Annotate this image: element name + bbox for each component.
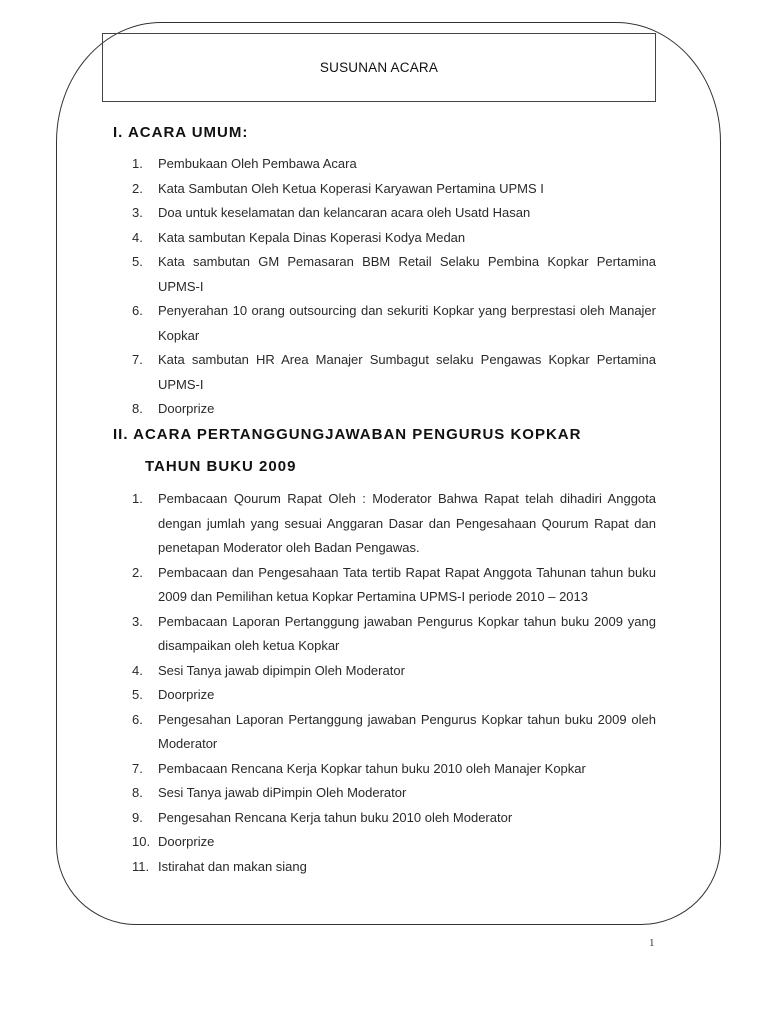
list-item bbox=[132, 659, 656, 684]
page-number: 1 bbox=[649, 937, 655, 949]
item-text: Pengesahan Rencana Kerja tahun buku 2010 oleh Moderator bbox=[158, 809, 513, 825]
item-number: 6. bbox=[132, 303, 143, 318]
list-item bbox=[132, 781, 656, 806]
list-item bbox=[132, 177, 656, 202]
item-text: Istirahat dan makan siang bbox=[158, 858, 307, 874]
list-item bbox=[132, 683, 656, 708]
item-text: Doorprize bbox=[158, 401, 215, 416]
section-heading-tahun-buku: TAHUN BUKU 2009 bbox=[145, 458, 297, 475]
acara-umum-list bbox=[132, 152, 656, 422]
item-number: 6. bbox=[132, 711, 143, 727]
list-item bbox=[132, 348, 656, 397]
list-item bbox=[132, 855, 656, 880]
list-item bbox=[132, 250, 656, 299]
list-item bbox=[132, 806, 656, 831]
list-item bbox=[132, 397, 656, 422]
item-number: 7. bbox=[132, 352, 143, 367]
list-item bbox=[132, 708, 656, 757]
item-text: Pembacaan Qourum Rapat Oleh : Moderator Bahwa Rapat telah dihadiri Anggota dengan jumlah yang sesuai Anggaran Dasar dan Pengesahaan Qourum Rapat dan penetapan Moderator oleh Badan Pengawas. bbox=[158, 491, 656, 555]
title-box bbox=[102, 33, 656, 102]
item-number: 2. bbox=[132, 180, 143, 196]
list-item bbox=[132, 830, 656, 855]
item-number: 1. bbox=[132, 491, 143, 506]
section-heading-pertanggungjawaban: II. ACARA PERTANGGUNGJAWABAN PENGURUS KOPKAR bbox=[113, 426, 582, 443]
item-number: 9. bbox=[132, 809, 143, 825]
list-item bbox=[132, 487, 656, 561]
item-text: Doa untuk keselamatan dan kelancaran acara oleh Usatd Hasan bbox=[158, 205, 531, 220]
item-text: Doorprize bbox=[158, 687, 215, 702]
list-item bbox=[132, 226, 656, 251]
list-item bbox=[132, 561, 656, 610]
item-number: 10. bbox=[132, 834, 151, 849]
item-text: Pembacaan Rencana Kerja Kopkar tahun buku 2010 oleh Manajer Kopkar bbox=[158, 760, 586, 776]
item-text: Pengesahan Laporan Pertanggung jawaban Pengurus Kopkar tahun buku 2009 oleh Moderator bbox=[158, 711, 656, 751]
section-heading-acara-umum: I. ACARA UMUM: bbox=[113, 124, 249, 141]
item-text: Pembacaan dan Pengesahaan Tata tertib Rapat Rapat Anggota Tahunan tahun buku 2009 dan Pemilihan ketua Kopkar Pertamina UPMS-I periode 2010 – 2013 bbox=[158, 564, 656, 604]
item-number: 4. bbox=[132, 229, 143, 245]
item-number: 4. bbox=[132, 662, 143, 678]
list-item bbox=[132, 299, 656, 348]
item-text: Kata sambutan Kepala Dinas Koperasi Kodya Medan bbox=[158, 229, 466, 245]
item-text: Pembukaan Oleh Pembawa Acara bbox=[158, 156, 357, 171]
list-item bbox=[132, 610, 656, 659]
list-item bbox=[132, 201, 656, 226]
item-number: 3. bbox=[132, 613, 143, 629]
item-text: Sesi Tanya jawab diPimpin Oleh Moderator bbox=[158, 785, 407, 800]
item-text: Sesi Tanya jawab dipimpin Oleh Moderator bbox=[158, 662, 405, 678]
item-number: 5. bbox=[132, 687, 143, 702]
item-text: Doorprize bbox=[158, 834, 215, 849]
item-text: Kata sambutan GM Pemasaran BBM Retail Selaku Pembina Kopkar Pertamina UPMS-I bbox=[158, 254, 656, 294]
list-item bbox=[132, 152, 656, 177]
pertanggungjawaban-list bbox=[132, 487, 656, 879]
item-number: 3. bbox=[132, 205, 143, 220]
item-number: 11. bbox=[132, 858, 150, 874]
item-text: Kata sambutan HR Area Manajer Sumbagut selaku Pengawas Kopkar Pertamina UPMS-I bbox=[158, 352, 656, 392]
item-number: 8. bbox=[132, 785, 143, 800]
list-item bbox=[132, 757, 656, 782]
item-number: 2. bbox=[132, 564, 143, 580]
document-title: SUSUNAN ACARA bbox=[319, 60, 439, 75]
item-text: Kata Sambutan Oleh Ketua Koperasi Karyawan Pertamina UPMS I bbox=[158, 180, 544, 196]
item-number: 8. bbox=[132, 401, 143, 416]
item-number: 7. bbox=[132, 760, 143, 776]
item-text: Penyerahan 10 orang outsourcing dan sekuriti Kopkar yang berprestasi oleh Manajer Kopkar bbox=[158, 303, 656, 343]
item-text: Pembacaan Laporan Pertanggung jawaban Pengurus Kopkar tahun buku 2009 yang disampaikan oleh ketua Kopkar bbox=[158, 613, 656, 653]
item-number: 1. bbox=[132, 156, 143, 171]
item-number: 5. bbox=[132, 254, 143, 269]
